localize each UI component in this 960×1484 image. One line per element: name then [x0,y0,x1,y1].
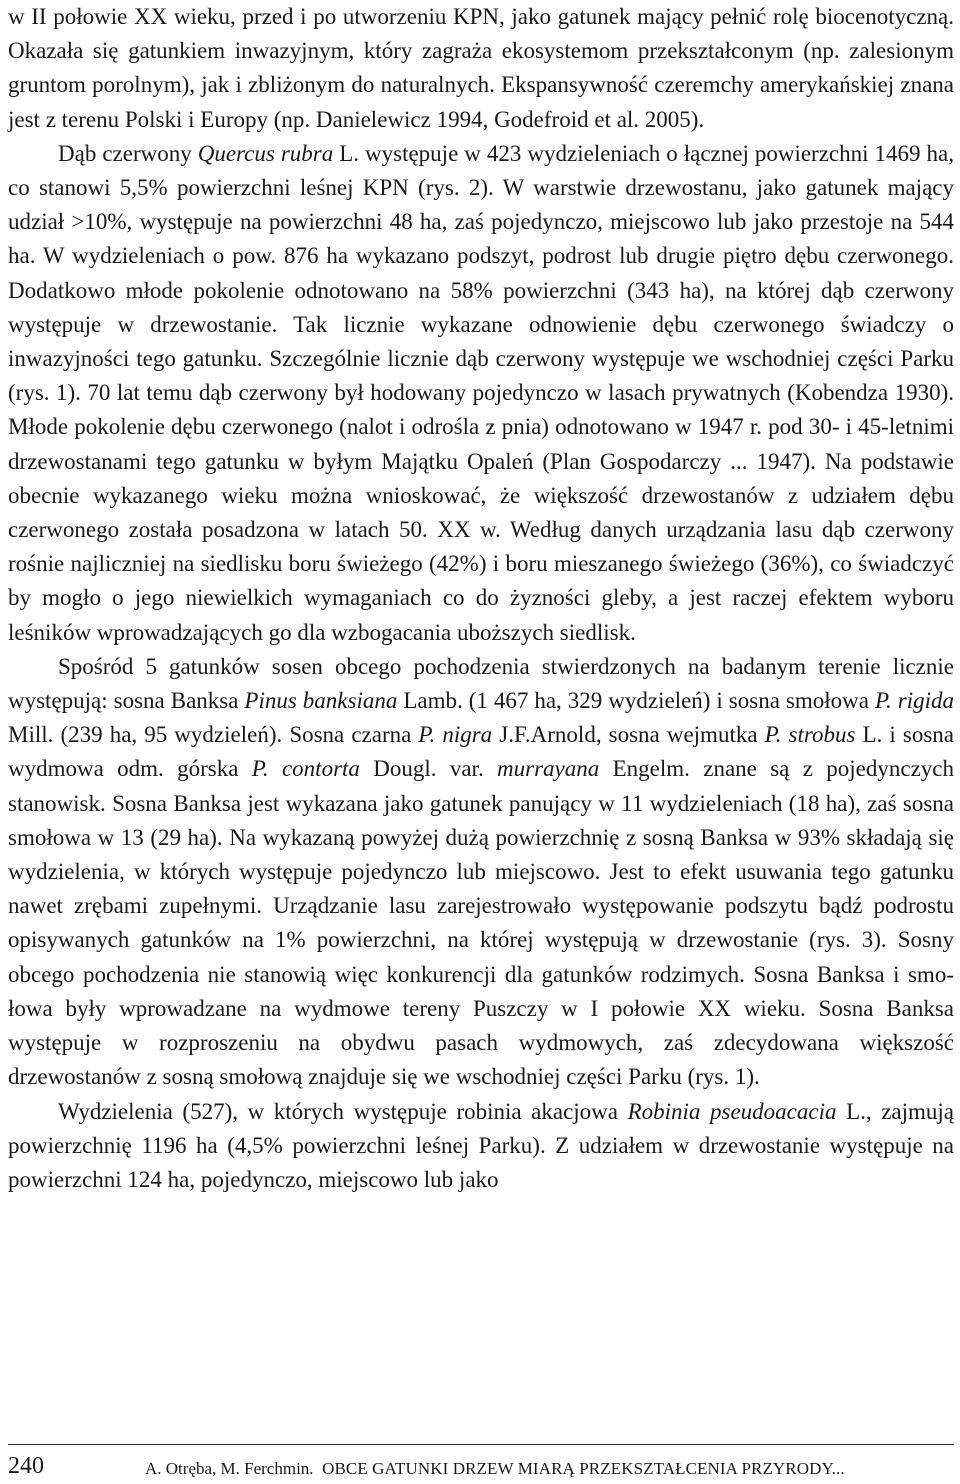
latin-name: P. nigra [418,722,493,748]
paragraph [8,0,954,137]
latin-name: P. strobus [764,722,856,748]
latin-name: P. contorta [251,756,360,782]
body-text [8,0,954,1197]
text-run: L., zajmują powierzchnię 1196 ha (4,5% powierzchni leśnej Parku). Z udziałem w drzewostanie występuje na powierzchni 124 ha, pojedynczo, miejscowo lub jako [8,1098,954,1192]
running-head [145,1458,845,1480]
latin-name: P. rigida [874,688,954,714]
text-run: Dougl. var. [359,756,498,782]
text-run: Engelm. znane są z pojedynczych stanowisk. Sosna Banksa jest wykazana jako gatunek panujący w 11 wydzieleniach (18 ha), zaś sosna smołowa w 13 (29 ha). Na wykazaną powyżej dużą powierzchnię z sosną Banksa w 93% składają się wydzielenia, w których występuje pojedynczo lub miejscowo. Jest to efekt usuwania tego gatunku nawet zrębami zupełnymi. Urządzanie lasu zarejestrowało występowanie podszytu bądź podrostu opisywanych gatunków na 1% powierzchni, na której występują w drzewostanie (rys. 3). Sosny obcego pochodzenia nie stanowią więc konkurencji dla gatunków rodzimych. Sosna Banksa i smołowa były wprowadzane na wydmowe tereny Puszczy w I połowie XX wieku. Sosna Banksa występuje w rozproszeniu na obydwu pasach wydmowych, zaś zdecydowana większość drzewostanów z sosną smołową znajduje się we wschodniej części Parku (rys. 1). [8,756,954,1090]
text-run: Lamb. (1 467 ha, 329 wydzieleń) i sosna smołowa [397,688,875,714]
text-run: w II połowie XX wieku, przed i po utworzeniu KPN, jako gatunek mający pełnić rolę biocenotyczną. Okazała się gatunkiem inwazyjnym, który zagraża ekosystemom przekształconym (np. zalesionym gruntom porolnym), jak i zbliżonym do naturalnych. Ekspansywność czeremchy amerykańskiej znana jest z terenu Polski i Europy (np. Danielewicz 1994, Godefroid et al. 2005). [8,4,954,132]
latin-name: murrayana [497,756,600,782]
running-head-title: OBCE GATUNKI DRZEW MIARĄ PRZEKSZTAŁCENIA PRZYRODY... [322,1459,845,1478]
text-run: Dąb czerwony [58,140,198,166]
text-run: J.F.Arnold, sosna wejmutka [492,722,765,748]
text-run: Wydzielenia (527), w których występuje robinia akacjowa [58,1098,628,1124]
text-run: L. i sosna wydmowa odm. górska [8,722,954,782]
text-run: Mill. (239 ha, 95 wydzieleń). Sosna czarna [8,722,419,748]
latin-name: Robinia pseudoacacia [627,1098,837,1124]
footer-rule [8,1444,954,1445]
running-head-authors: A. Otręba, M. Ferchmin. [145,1459,314,1478]
text-run: Spośród 5 gatunków sosen obcego pochodzenia stwierdzonych na badanym terenie licznie występują: sosna Banksa [8,653,954,714]
latin-name: Pinus banksiana [244,688,398,714]
paragraph [8,137,954,650]
page-number: 240 [8,1453,44,1479]
text-run: L. występuje w 423 wydzieleniach o łącznej powierzchni 1469 ha, co stanowi 5,5% powierzchni leśnej KPN (rys. 2). W warstwie drzewostanu, jako gatunek mający udział >10%, występuje na powierzchni 48 ha, zaś pojedynczo, miejscowo lub jako przestoje na 544 ha. W wydzieleniach o pow. 876 ha wykazano podszyt, podrost lub drugie piętro dębu czerwonego. Dodatkowo młode pokolenie odnotowano na 58% powierzchni (343 ha), na której dąb czerwony występuje w drzewostanie. Tak licznie wykazane odnowienie dębu czerwonego świadczy o inwazyjności tego gatunku. Szczególnie licznie dąb czerwony występuje we wschodniej części Parku (rys. 1). 70 lat temu dąb czerwony był hodowany pojedynczo w lasach prywatnych (Kobendza 1930). Młode pokolenie dębu czerwonego (nalot i odrośla z pnia) odnotowano w 1947 r. pod 30- i 45-letnimi drzewostanami tego gatunku w byłym Majątku Opaleń (Plan Gospodarczy ... 1947). Na podstawie obecnie wykazanego wieku można wnioskować, że większość drzewostanów z udziałem dębu czerwonego została posadzona w latach 50. XX w. Według danych urządzania lasu dąb czerwony rośnie najliczniej na siedlisku boru świeżego (42%) i boru mieszanego świeżego (36%), co świadczyć by mogło o jego niewielkich wymaganiach co do żyzności gleby, a jest raczej efektem wyboru leśników wprowadzających go dla wzbogacania uboższych siedlisk. [8,140,954,645]
paragraph [8,650,954,1095]
paragraph [8,1095,954,1198]
latin-name: Quercus rubra [197,140,334,166]
page-footer [8,1452,954,1482]
